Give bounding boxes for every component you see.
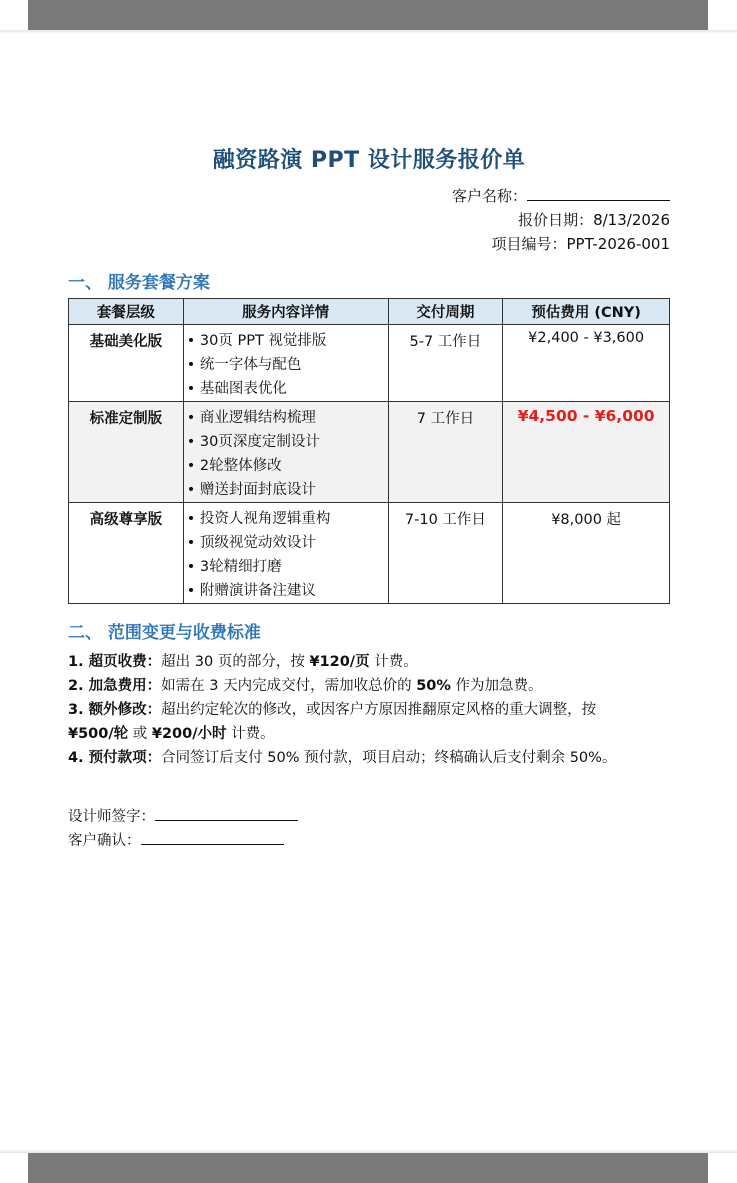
list-item: • 统一字体与配色 [187, 353, 388, 377]
list-item: • 投资人视角逻辑重构 [187, 507, 388, 531]
list-item: • 基础图表优化 [187, 377, 388, 401]
list-item: • 商业逻辑结构梳理 [187, 406, 388, 430]
designer-signature [68, 805, 298, 826]
section-scope-title: 二、 范围变更与收费标准 [68, 623, 261, 643]
viewer-top-bar [28, 0, 708, 30]
client-name-label: 客户名称： [451, 187, 527, 205]
tier-cell: 标准定制版 [69, 402, 184, 503]
rule-item: 1. 超页收费：超出 30 页的部分，按 ¥120/页 计费。 [68, 654, 418, 670]
list-item: • 3轮精细打磨 [187, 555, 388, 579]
designer-signature-label: 设计师签字： [68, 809, 155, 825]
quote-date-label: 报价日期： [518, 211, 594, 229]
rule-item: 4. 预付款项：合同签订后支付 50% 预付款，项目启动；终稿确认后支付剩余 50%。 [68, 750, 617, 766]
header-price: 预估费用 (CNY) [503, 299, 670, 325]
client-confirmation-line [141, 831, 284, 845]
cycle-cell: 5-7 工作日 [388, 325, 503, 402]
content-cell [183, 402, 388, 503]
list-item: • 30页 PPT 视觉排版 [187, 329, 388, 353]
content-cell [183, 503, 388, 604]
rule-item: 2. 加急费用：如需在 3 天内完成交付，需加收总价的 50% 作为加急费。 [68, 678, 543, 694]
project-number [491, 233, 670, 254]
table-row [69, 325, 670, 402]
quote-date [518, 209, 670, 230]
list-item: • 赠送封面封底设计 [187, 478, 388, 502]
list-item: • 顶级视觉动效设计 [187, 531, 388, 555]
tier-cell: 基础美化版 [69, 325, 184, 402]
list-item: • 2轮整体修改 [187, 454, 388, 478]
tier-cell: 高级尊享版 [69, 503, 184, 604]
document-page [68, 30, 670, 1153]
content-cell [183, 325, 388, 402]
cycle-cell: 7-10 工作日 [388, 503, 503, 604]
header-tier: 套餐层级 [69, 299, 184, 325]
price-cell: ¥8,000 起 [503, 503, 670, 604]
quote-date-value: 8/13/2026 [593, 211, 670, 229]
packages-table [68, 298, 670, 604]
list-item: • 附赠演讲备注建议 [187, 579, 388, 603]
price-cell: ¥2,400 - ¥3,600 [503, 325, 670, 402]
section-packages-title: 一、 服务套餐方案 [68, 273, 210, 293]
cycle-cell: 7 工作日 [388, 402, 503, 503]
designer-signature-line [155, 807, 298, 821]
client-confirmation-label: 客户确认： [68, 833, 141, 849]
project-number-label: 项目编号： [491, 235, 567, 253]
rule-item: 3. 额外修改：超出约定轮次的修改，或因客户方原因推翻原定风格的重大调整，按 ¥500/轮 或 ¥200/小时 计费。 [68, 702, 597, 742]
fee-rules [68, 650, 670, 770]
project-number-value: PPT-2026-001 [566, 235, 670, 253]
client-name-field [452, 185, 670, 206]
viewer-bottom-bar [28, 1153, 708, 1183]
list-item: • 30页深度定制设计 [187, 430, 388, 454]
client-name-blank [527, 186, 670, 201]
header-cycle: 交付周期 [388, 299, 503, 325]
table-row [69, 402, 670, 503]
client-confirmation [68, 829, 284, 850]
document-title: 融资路演 PPT 设计服务报价单 [212, 148, 526, 173]
header-content: 服务内容详情 [183, 299, 388, 325]
table-header-row [69, 299, 670, 325]
price-cell-highlight: ¥4,500 - ¥6,000 [503, 402, 670, 503]
table-row [69, 503, 670, 604]
